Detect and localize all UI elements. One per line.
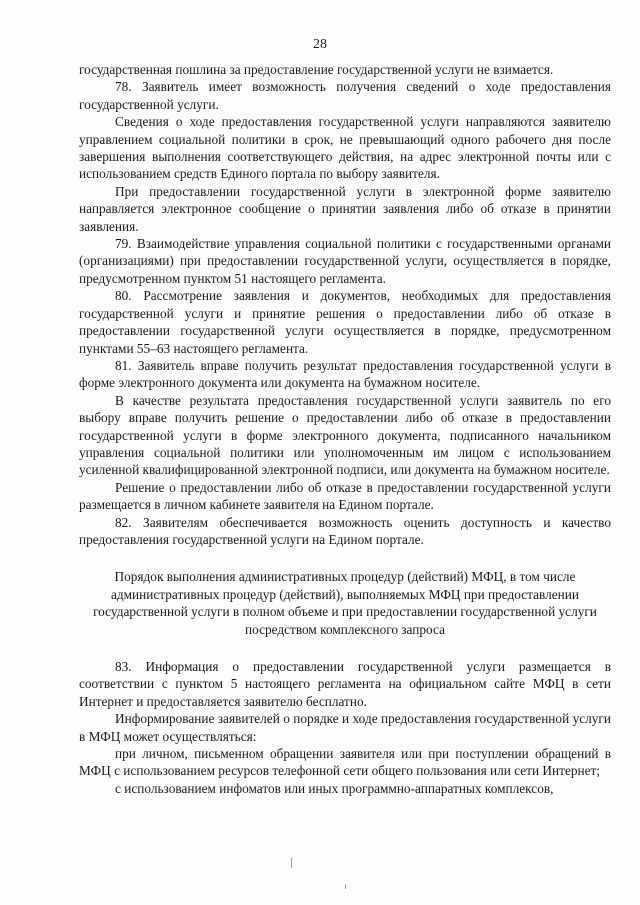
paragraph-status-info: Сведения о ходе предоставления государственной услуги направляются заявителю управлением социальной политики в срок, не превышающий одного рабочего дня после завершения выполнения соответствующего действия, на адрес электронной почты или с использованием средств Единого портала по выбору заявителя. (79, 114, 611, 182)
paragraph-fee: государственная пошлина за предоставление государственной услуги не взимается. (79, 62, 554, 77)
paragraph-infomats: с использованием инфоматов или иных программно-аппаратных комплексов, (115, 780, 554, 796)
scan-artifact-mark (345, 884, 346, 889)
document-body (79, 61, 611, 797)
paragraph-personal-appeal: при личном, письменном обращении заявителя или при поступлении обращений в МФЦ с использованием ресурсов телефонной сети общего пользования или сети Интернет; (79, 746, 611, 779)
paragraph-78: 78. Заявитель имеет возможность получения сведений о ходе предоставления государственной услуги. (79, 79, 611, 112)
paragraph-informing: Информирование заявителей о порядке и ходе предоставления государственной услуги в МФЦ может осуществляться: (79, 711, 611, 744)
page-number: 28 (313, 37, 327, 52)
paragraph-79: 79. Взаимодействие управления социальной политики с государственными органами (организациями) при предоставлении государственной услуги, осуществляется в порядке, предусмотренном пунктом 51 настоящего регламента. (79, 236, 611, 286)
paragraph-80: 80. Рассмотрение заявления и документов, необходимых для предоставления государственной услуги и принятие решения о предоставлении либо об отказе в предоставлении государственной услуги осуществляется в порядке, предусмотренном пунктами 55–63 настоящего регламента. (79, 288, 611, 356)
paragraph-decision: Решение о предоставлении либо об отказе в предоставлении государственной услуги размещается в личном кабинете заявителя на Едином портале. (79, 479, 611, 513)
paragraph-result: В качестве результата предоставления государственной услуги заявитель по его выбору вправе получить решение о предоставлении либо об отказе в предоставлении государственной услуги в форме электронного документа, подписанного начальником управления социальной политики или уполномоченным им лицом с использованием усиленной квалифицированной электронной подписи, или документа на бумажном носителе. (79, 392, 611, 478)
paragraph-82: 82. Заявителям обеспечивается возможность оценить доступность и качество предоставления государственной услуги на Едином портале. (79, 514, 611, 547)
paragraph-electronic-form: При предоставлении государственной услуги в электронной форме заявителю направляется электронное сообщение о принятии заявления либо об отказе в принятии заявления. (79, 183, 611, 234)
scan-artifact-mark (291, 858, 292, 868)
paragraph-83: 83. Информация о предоставлении государственной услуги размещается в соответствии с пунктом 5 настоящего регламента на официальном сайте МФЦ в сети Интернет и предоставляется заявителю бесплатно. (79, 659, 611, 709)
section-heading-mfc: Порядок выполнения административных процедур (действий) МФЦ, в том числе административных процедур (действий), выполняемых МФЦ при предоставлении государственной услуги в полном объеме и при предоставлении государственной услуги посредством комплексного запроса (93, 569, 597, 637)
paragraph-81: 81. Заявитель вправе получить результат предоставления государственной услуги в форме электронного документа или документа на бумажном носителе. (79, 357, 611, 391)
